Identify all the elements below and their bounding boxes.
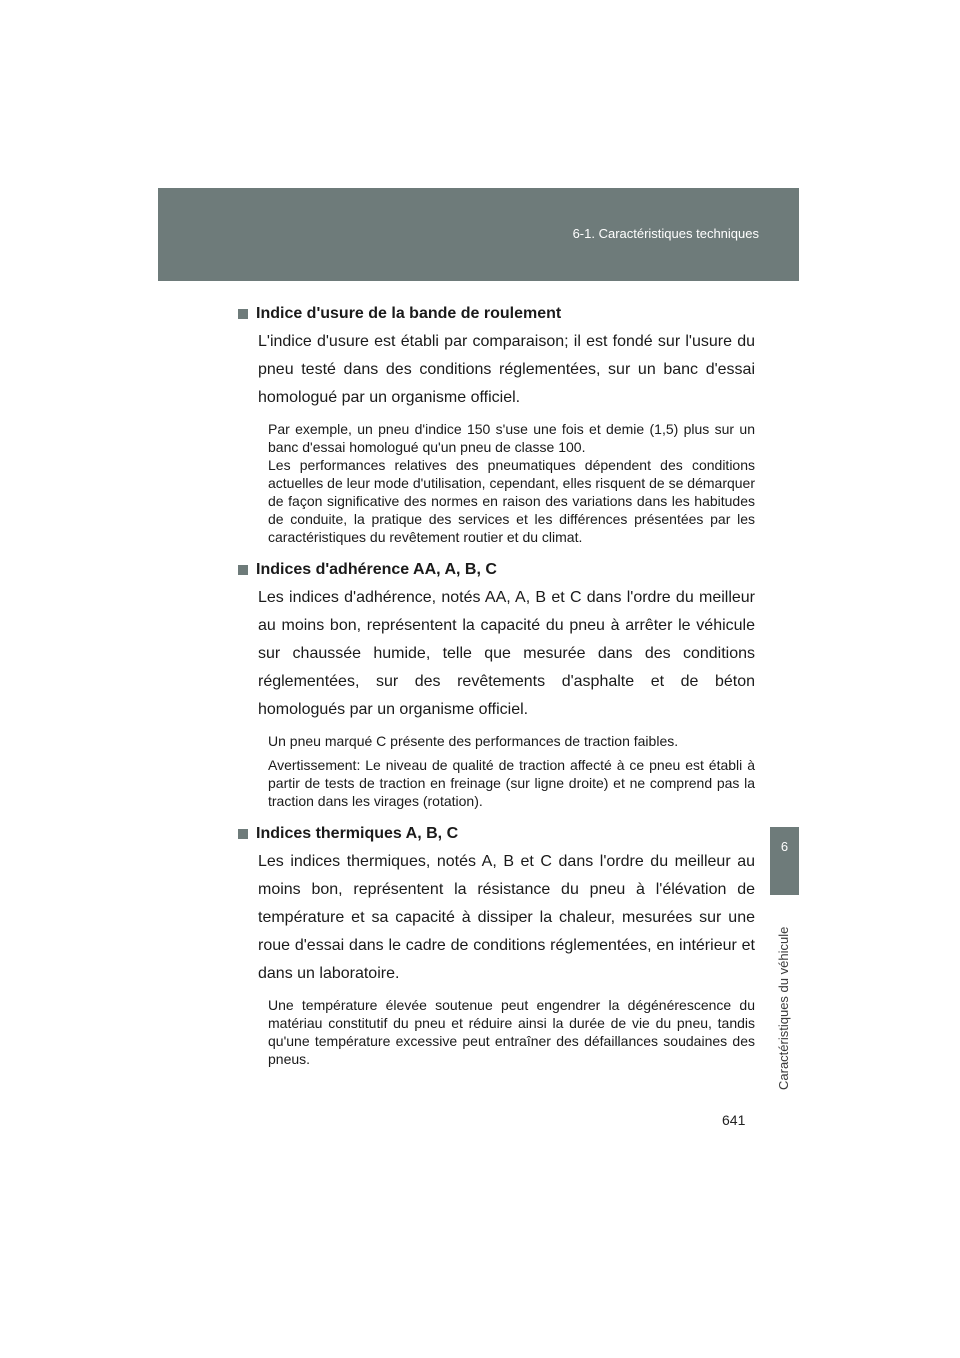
section-heading-text: Indice d'usure de la bande de roulement — [256, 305, 562, 322]
page-number: 641 — [722, 1112, 746, 1128]
header-title: 6-1. Caractéristiques techniques — [572, 226, 759, 241]
section-heading-text: Indices thermiques A, B, C — [256, 825, 459, 842]
section-body: Les indices thermiques, notés A, B et C dans l'ordre du meilleur au moins bon, représentent la résistance du pneu à l'élévation de température et sa capacité à dissiper la chaleur, mesurées sur une roue d'essai dans le cadre de conditions réglementées, en intérieur et dans un laboratoire. — [258, 853, 755, 982]
section-note: Les performances relatives des pneumatiques dépendent des conditions actuelles de leur mode d'utilisation, cependant, elles risquent de se démarquer de façon significative des normes en raison des variations dans les habitudes de conduite, la pratique des services et les différences présentées par les caractéristiques du revêtement routier et du climat. — [268, 457, 755, 545]
section-note: Un pneu marqué C présente des performances de traction faibles. — [268, 733, 679, 749]
section-temperature — [238, 820, 755, 1068]
section-heading — [238, 300, 755, 328]
square-bullet-icon — [238, 829, 248, 839]
section-note: Par exemple, un pneu d'indice 150 s'use une fois et demie (1,5) plus sur un banc d'essai homologué qu'un pneu de classe 100. — [268, 421, 755, 455]
section-heading — [238, 820, 755, 848]
square-bullet-icon — [238, 565, 248, 575]
section-body: L'indice d'usure est établi par comparaison; il est fondé sur l'usure du pneu testé dans des conditions réglementées, sur un banc d'essai homologué par un organisme officiel. — [258, 333, 755, 406]
section-note: Une température élevée soutenue peut engendrer la dégénérescence du matériau constitutif du pneu et réduire ainsi la durée de vie du pneu, tandis qu'une température excessive peut entraîner des défaillances soudaines des pneus. — [268, 997, 755, 1067]
header-band — [158, 188, 799, 281]
square-bullet-icon — [238, 309, 248, 319]
section-tread-wear — [238, 300, 755, 546]
chapter-side-label — [772, 920, 794, 1090]
page-content — [238, 300, 755, 1078]
section-heading — [238, 556, 755, 584]
chapter-side-label-text: Caractéristiques du véhicule — [776, 926, 791, 1090]
chapter-number: 6 — [780, 839, 789, 854]
section-note: Avertissement: Le niveau de qualité de traction affecté à ce pneu est établi à partir de tests de traction en freinage (sur ligne droite) et ne comprend pas la traction dans les virages (rotation). — [268, 757, 755, 809]
section-traction — [238, 556, 755, 810]
section-body: Les indices d'adhérence, notés AA, A, B et C dans l'ordre du meilleur au moins bon, représentent la capacité du pneu à arrêter le véhicule sur chaussée humide, telle que mesurée dans des conditions réglementées, sur des revêtements d'asphalte et de béton homologués par un organisme officiel. — [258, 589, 755, 718]
section-heading-text: Indices d'adhérence AA, A, B, C — [256, 561, 497, 578]
chapter-tab — [770, 827, 799, 895]
